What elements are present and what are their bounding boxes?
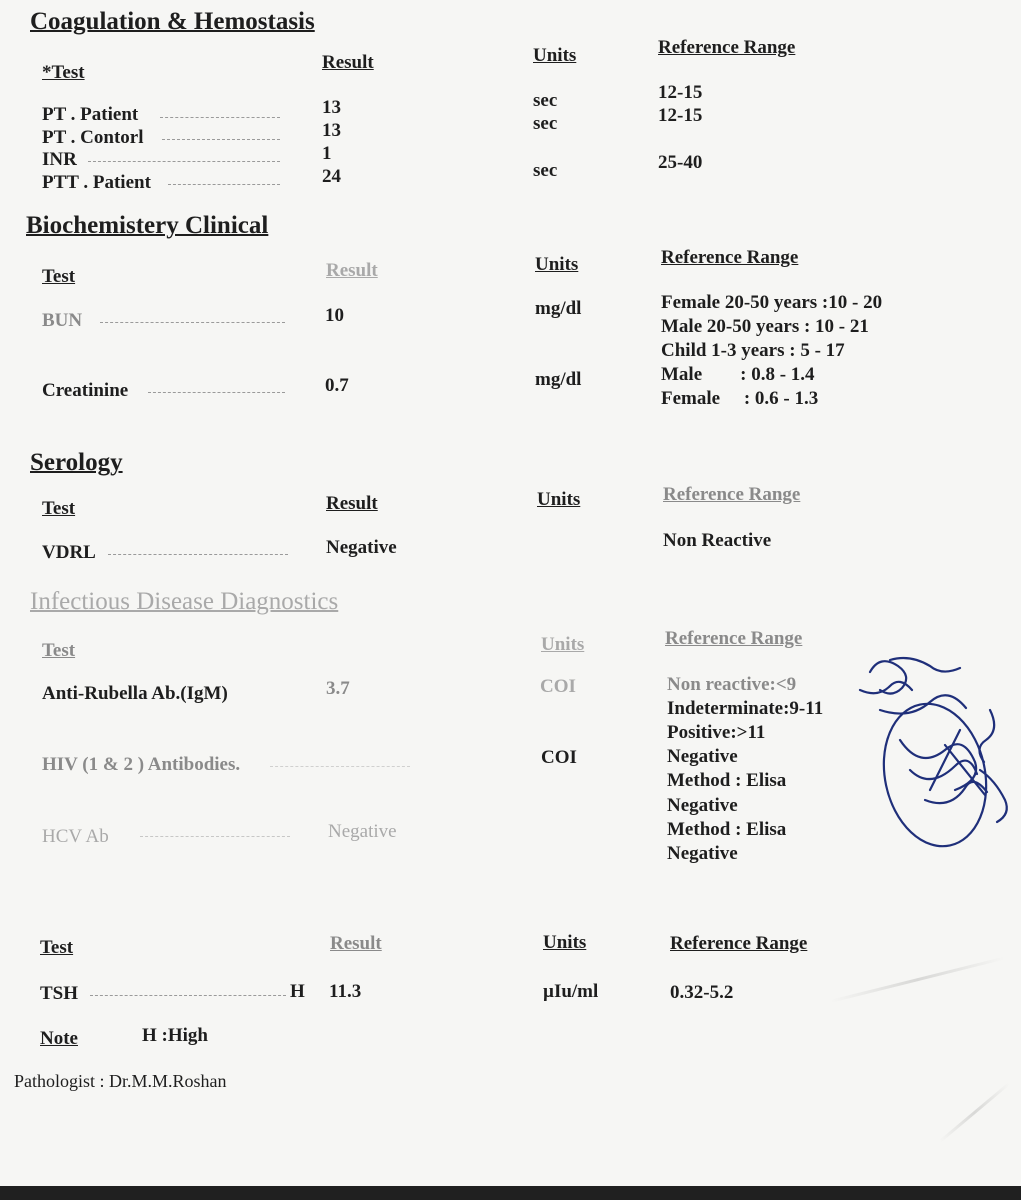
- leader-line: [140, 836, 290, 837]
- infect-test-hiv: HIV (1 & 2 ) Antibodies.: [42, 754, 241, 775]
- infect-test-hcv: HCV Ab: [42, 826, 109, 847]
- infect-ref-rubella-line3: Positive:>11: [667, 722, 766, 743]
- coag-header-test: *Test: [42, 62, 85, 83]
- coag-test-inr: INR: [42, 149, 77, 170]
- infect-ref-hcv-line2: Method : Elisa: [667, 819, 787, 840]
- infect-ref-hcv-line3: Negative: [667, 843, 738, 864]
- infect-result-rubella: 3.7: [326, 678, 350, 699]
- sero-header-ref: Reference Range: [663, 484, 801, 505]
- sero-header-result: Result: [326, 493, 378, 514]
- pathologist-signature: Pathologist : Dr.M.M.Roshan: [14, 1071, 227, 1091]
- bio-ref-creatinine-line1: Male : 0.8 - 1.4: [661, 364, 815, 385]
- bio-result-creatinine: 0.7: [325, 375, 349, 396]
- sero-result-vdrl: Negative: [326, 537, 397, 558]
- sero-header-test: Test: [42, 498, 76, 519]
- tsh-header-result: Result: [330, 933, 382, 954]
- coag-result-pt-control: 13: [322, 120, 341, 141]
- bio-ref-creatinine-line2: Female : 0.6 - 1.3: [661, 388, 819, 409]
- leader-line: [160, 117, 280, 118]
- coag-units-ptt-patient: sec: [533, 160, 558, 181]
- coag-units-pt-patient: sec: [533, 90, 558, 111]
- infect-header-units: Units: [541, 634, 585, 655]
- infect-header-test: Test: [42, 640, 76, 661]
- bio-units-creatinine: mg/dl: [535, 369, 582, 390]
- bio-test-creatinine: Creatinine: [42, 380, 129, 401]
- infect-ref-rubella-line1: Non reactive:<9: [667, 674, 797, 695]
- infect-result-hcv: Negative: [328, 821, 397, 842]
- sero-section-title: Serology: [30, 449, 123, 476]
- infect-ref-hcv-line1: Negative: [667, 795, 738, 816]
- coag-result-pt-patient: 13: [322, 97, 341, 118]
- sero-test-vdrl: VDRL: [42, 542, 96, 563]
- infect-test-rubella: Anti-Rubella Ab.(IgM): [42, 683, 228, 704]
- paper-smudge: [830, 956, 1005, 1002]
- leader-line: [270, 766, 410, 767]
- bio-section-title: Biochemistery Clinical: [26, 212, 269, 239]
- leader-line: [162, 139, 280, 140]
- coag-ref-pt-patient: 12-15: [658, 82, 703, 103]
- bio-ref-bun-line2: Male 20-50 years : 10 - 21: [661, 316, 869, 337]
- coag-result-ptt-patient: 24: [322, 166, 341, 187]
- coag-test-ptt-patient: PTT . Patient: [42, 172, 151, 193]
- tsh-units: µIu/ml: [543, 981, 599, 1002]
- infect-section-title: Infectious Disease Diagnostics: [30, 588, 339, 615]
- coag-header-units: Units: [533, 45, 577, 66]
- sero-ref-vdrl: Non Reactive: [663, 530, 772, 551]
- infect-ref-rubella-line2: Indeterminate:9-11: [667, 698, 824, 719]
- infect-header-ref: Reference Range: [665, 628, 803, 649]
- coag-ref-ptt-patient: 25-40: [658, 152, 703, 173]
- tsh-ref: 0.32-5.2: [670, 982, 734, 1003]
- bio-result-bun: 10: [325, 305, 344, 326]
- infect-units-hiv: COI: [541, 747, 577, 768]
- tsh-flag: H: [290, 981, 305, 1002]
- leader-line: [108, 554, 288, 555]
- leader-line: [88, 161, 280, 162]
- tsh-header-ref: Reference Range: [670, 933, 808, 954]
- tsh-test: TSH: [40, 983, 79, 1004]
- coag-test-pt-patient: PT . Patient: [42, 104, 139, 125]
- leader-line: [148, 392, 285, 393]
- infect-ref-hiv-line1: Negative: [667, 746, 738, 767]
- infect-ref-hiv-line2: Method : Elisa: [667, 770, 787, 791]
- bio-header-test: Test: [42, 266, 76, 287]
- tsh-header-test: Test: [40, 937, 74, 958]
- coag-header-ref: Reference Range: [658, 37, 796, 58]
- bio-ref-bun-line3: Child 1-3 years : 5 - 17: [661, 340, 845, 361]
- bio-header-units: Units: [535, 254, 579, 275]
- coag-header-result: Result: [322, 52, 374, 73]
- paper-smudge: [939, 1083, 1010, 1143]
- infect-units-rubella: COI: [540, 676, 576, 697]
- coag-section-title: Coagulation & Hemostasis: [30, 8, 315, 35]
- note-text: H :High: [142, 1025, 208, 1046]
- bio-header-ref: Reference Range: [661, 247, 799, 268]
- bio-ref-bun-line1: Female 20-50 years :10 - 20: [661, 292, 883, 313]
- scan-edge: [0, 1186, 1021, 1200]
- bio-units-bun: mg/dl: [535, 298, 582, 319]
- leader-line: [100, 322, 285, 323]
- tsh-result: 11.3: [329, 981, 362, 1002]
- signature-stamp-icon: [850, 650, 1020, 860]
- bio-test-bun: BUN: [42, 310, 83, 331]
- coag-test-pt-control: PT . Contorl: [42, 127, 144, 148]
- bio-header-result: Result: [326, 260, 378, 281]
- coag-ref-pt-control: 12-15: [658, 105, 703, 126]
- sero-header-units: Units: [537, 489, 581, 510]
- leader-line: [168, 184, 280, 185]
- coag-units-pt-control: sec: [533, 113, 558, 134]
- note-label: Note: [40, 1028, 78, 1049]
- tsh-header-units: Units: [543, 932, 587, 953]
- coag-result-inr: 1: [322, 143, 332, 164]
- leader-line: [90, 995, 286, 996]
